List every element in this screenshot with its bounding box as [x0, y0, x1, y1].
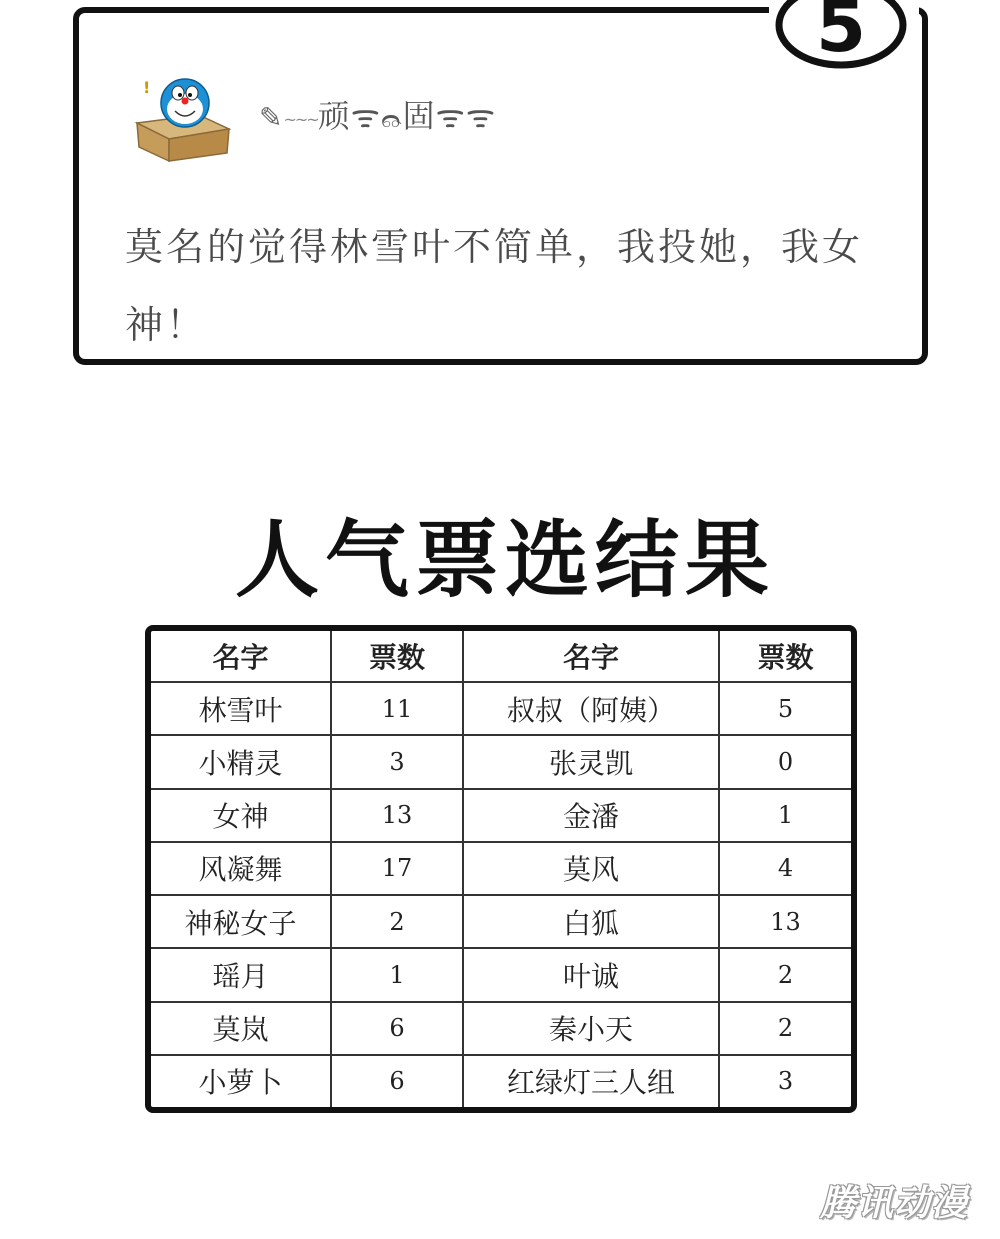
- username[interactable]: ✎~~~顽ᯤ෬固ᯤᯤ: [259, 97, 497, 135]
- name-cell: 叶诚: [463, 948, 719, 1001]
- table-row: [151, 682, 851, 735]
- svg-text:!: !: [143, 78, 151, 97]
- table-header-row: [151, 631, 851, 682]
- votes-cell: 1: [331, 948, 463, 1001]
- column-header: 名字: [151, 631, 331, 682]
- votes-cell: 2: [719, 948, 851, 1001]
- number-badge: [769, 0, 919, 93]
- avatar[interactable]: [129, 73, 239, 163]
- table-row: [151, 948, 851, 1001]
- pencil-icon: ✎: [259, 101, 284, 134]
- username-text: 顽ᯤ෬固ᯤᯤ: [317, 97, 497, 135]
- votes-cell: 0: [719, 735, 851, 788]
- comment-card: [73, 0, 928, 365]
- table-row: [151, 842, 851, 895]
- votes-cell: 13: [719, 895, 851, 948]
- table-row: [151, 895, 851, 948]
- votes-cell: 6: [331, 1002, 463, 1055]
- table-row: [151, 735, 851, 788]
- votes-cell: 3: [719, 1055, 851, 1107]
- name-cell: 金潘: [463, 789, 719, 842]
- votes-cell: 6: [331, 1055, 463, 1107]
- votes-cell: 3: [331, 735, 463, 788]
- table-row: [151, 1002, 851, 1055]
- name-cell: 林雪叶: [151, 682, 331, 735]
- column-header: 名字: [463, 631, 719, 682]
- votes-cell: 2: [331, 895, 463, 948]
- name-cell: 张灵凯: [463, 735, 719, 788]
- column-header: 票数: [719, 631, 851, 682]
- name-cell: 莫风: [463, 842, 719, 895]
- column-header: 票数: [331, 631, 463, 682]
- table-row: [151, 1055, 851, 1107]
- comment-text: 莫名的觉得林雪叶不简单，我投她，我女神！: [125, 225, 864, 347]
- results-title: [235, 500, 775, 620]
- results-title-text: 人气票选结果: [235, 511, 776, 609]
- votes-cell: 4: [719, 842, 851, 895]
- votes-cell: 5: [719, 682, 851, 735]
- badge-number: 5: [815, 0, 867, 68]
- results-table: [145, 625, 857, 1113]
- table-row: [151, 789, 851, 842]
- name-cell: 神秘女子: [151, 895, 331, 948]
- votes-cell: 17: [331, 842, 463, 895]
- name-cell: 红绿灯三人组: [463, 1055, 719, 1107]
- votes-cell: 1: [719, 789, 851, 842]
- name-cell: 莫岚: [151, 1002, 331, 1055]
- votes-cell: 11: [331, 682, 463, 735]
- name-cell: 秦小天: [463, 1002, 719, 1055]
- name-cell: 小精灵: [151, 735, 331, 788]
- name-cell: 瑶月: [151, 948, 331, 1001]
- votes-cell: 13: [331, 789, 463, 842]
- name-cell: 小萝卜: [151, 1055, 331, 1107]
- watermark-logo: 腾讯动漫: [820, 1183, 969, 1224]
- name-cell: 白狐: [463, 895, 719, 948]
- name-cell: 女神: [151, 789, 331, 842]
- votes-cell: 2: [719, 1002, 851, 1055]
- name-cell: 叔叔（阿姨）: [463, 682, 719, 735]
- name-cell: 风凝舞: [151, 842, 331, 895]
